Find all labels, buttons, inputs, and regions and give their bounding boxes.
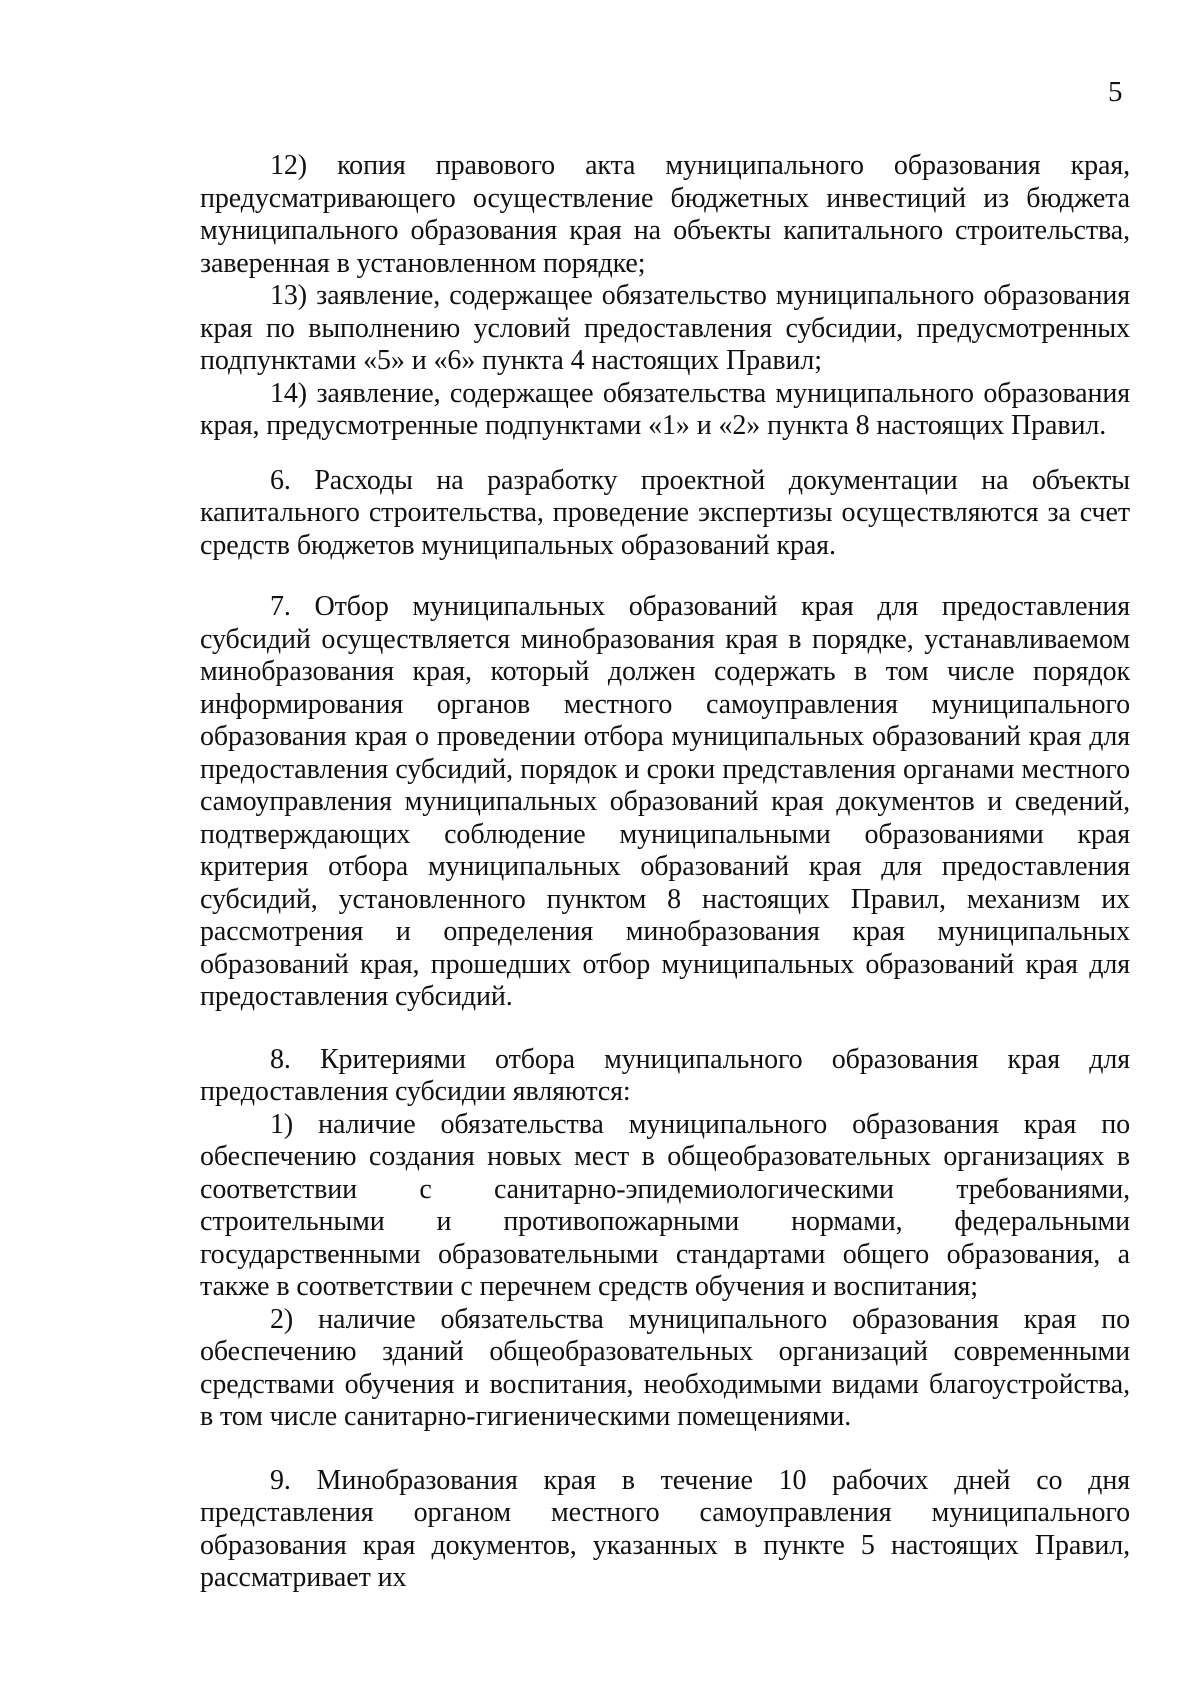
list-item-14: 14) заявление, содержащее обязательства муниципального образования края, предусмотренные подпунктами «1» и «2» пункта 8 настоящих Правил. [200,377,1130,441]
section-9-paragraph: 9. Минобразования края в течение 10 рабочих дней со дня представления органом местного самоуправления муниципального образования края документов, указанных в пункте 5 настоящих Правил, рассматривает их [200,1464,1130,1593]
document-body [200,150,1130,1595]
list-item-13: 13) заявление, содержащее обязательство муниципального образования края по выполнению условий предоставления субсидии, предусмотренных подпунктами «5» и «6» пункта 4 настоящих Правил; [200,280,1130,376]
section-8-paragraph: 8. Критериями отбора муниципального образования края для предоставления субсидии являются: [200,1043,1130,1107]
section-7-paragraph: 7. Отбор муниципальных образований края для предоставления субсидий осуществляется минобразования края в порядке, устанавливаемом минобразования края, который должен содержать в том числе порядок информирования органов местного самоуправления муниципального образования края о проведении отбора муниципальных образований края для предоставления субсидий, порядок и сроки представления органами местного самоуправления муниципальных образований края документов и сведений, подтверждающих соблюдение муниципальными образованиями края критерия отбора муниципальных образований края для предоставления субсидий, установленного пунктом 8 настоящих Правил, механизм их рассмотрения и определения минобразования края муниципальных образований края, прошедших отбор муниципальных образований края для предоставления субсидий. [200,591,1130,1012]
criterion-2-item: 2) наличие обязательства муниципального образования края по обеспечению зданий общеобразовательных организаций современными средствами обучения и воспитания, необходимыми видами благоустройства, в том числе санитарно-гигиеническими помещениями. [200,1303,1130,1432]
list-item-12: 12) копия правового акта муниципального образования края, предусматривающего осуществление бюджетных инвестиций из бюджета муниципального образования края на объекты капитального строительства, заверенная в установленном порядке; [200,150,1130,279]
page-number: 5 [1108,76,1123,108]
section-6-paragraph: 6. Расходы на разработку проектной документации на объекты капитального строительства, проведение экспертизы осуществляются за счет средств бюджетов муниципальных образований края. [200,464,1130,561]
criterion-1-item: 1) наличие обязательства муниципального образования края по обеспечению создания новых мест в общеобразовательных организациях в соответствии с санитарно-эпидемиологическими требованиями, строительными и противопожарными нормами, федеральными государственными образовательными стандартами общего образования, а также в соответствии с перечнем средств обучения и воспитания; [200,1108,1130,1302]
